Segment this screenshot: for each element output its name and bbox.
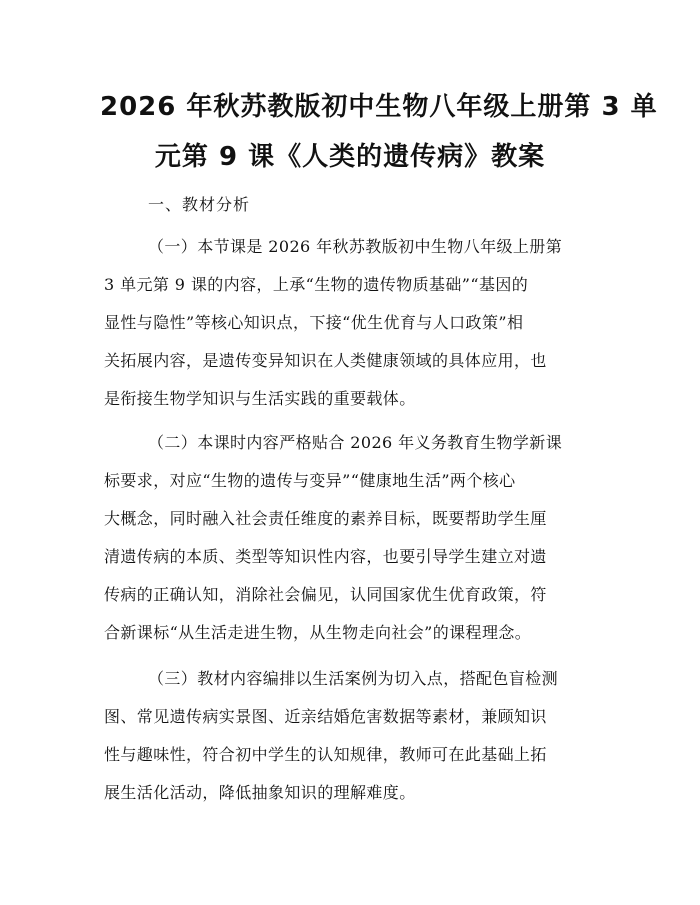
paragraph-line: 3 单元第 9 课的内容，上承“生物的遗传物质基础”“基因的 xyxy=(104,275,529,294)
paragraph-line: （三）教材内容编排以生活案例为切入点，搭配色盲检测 xyxy=(148,669,559,688)
paragraph-line: 关拓展内容，是遗传变异知识在人类健康领域的具体应用，也 xyxy=(104,351,547,370)
paragraph-2 xyxy=(104,424,604,652)
paragraph-line: 合新课标“从生活走进生物，从生物走向社会”的课程理念。 xyxy=(104,623,532,642)
paragraph-line: （一）本节课是 2026 年秋苏教版初中生物八年级上册第 xyxy=(148,237,563,256)
section-heading: 一、教材分析 xyxy=(148,195,251,214)
paragraph-line: （二）本课时内容严格贴合 2026 年义务教育生物学新课 xyxy=(148,433,563,452)
paragraph-line: 标要求，对应“生物的遗传与变异”“健康地生活”两个核心 xyxy=(104,471,516,490)
paragraph-line: 图、常见遗传病实景图、近亲结婚危害数据等素材，兼顾知识 xyxy=(104,707,547,726)
paragraph-line: 性与趣味性，符合初中学生的认知规律，教师可在此基础上拓 xyxy=(104,745,547,764)
paragraph-line: 显性与隐性”等核心知识点，下接“优生优育与人口政策”相 xyxy=(104,313,524,332)
paragraph-line: 大概念，同时融入社会责任维度的素养目标，既要帮助学生厘 xyxy=(104,509,547,528)
paragraph-line: 展生活化活动，降低抽象知识的理解难度。 xyxy=(104,783,416,802)
paragraph-line: 是衔接生物学知识与生活实践的重要载体。 xyxy=(104,389,416,408)
paragraph-line: 传病的正确认知，消除社会偏见，认同国家优生优育政策，符 xyxy=(104,585,547,604)
document-title-line-2: 元第 9 课《人类的遗传病》教案 xyxy=(154,142,546,172)
paragraph-line: 清遗传病的本质、类型等知识性内容，也要引导学生建立对遗 xyxy=(104,547,547,566)
paragraph-1 xyxy=(104,228,604,418)
paragraph-3 xyxy=(104,660,604,812)
document-title-line-1: 2026 年秋苏教版初中生物八年级上册第 3 单 xyxy=(100,92,658,122)
